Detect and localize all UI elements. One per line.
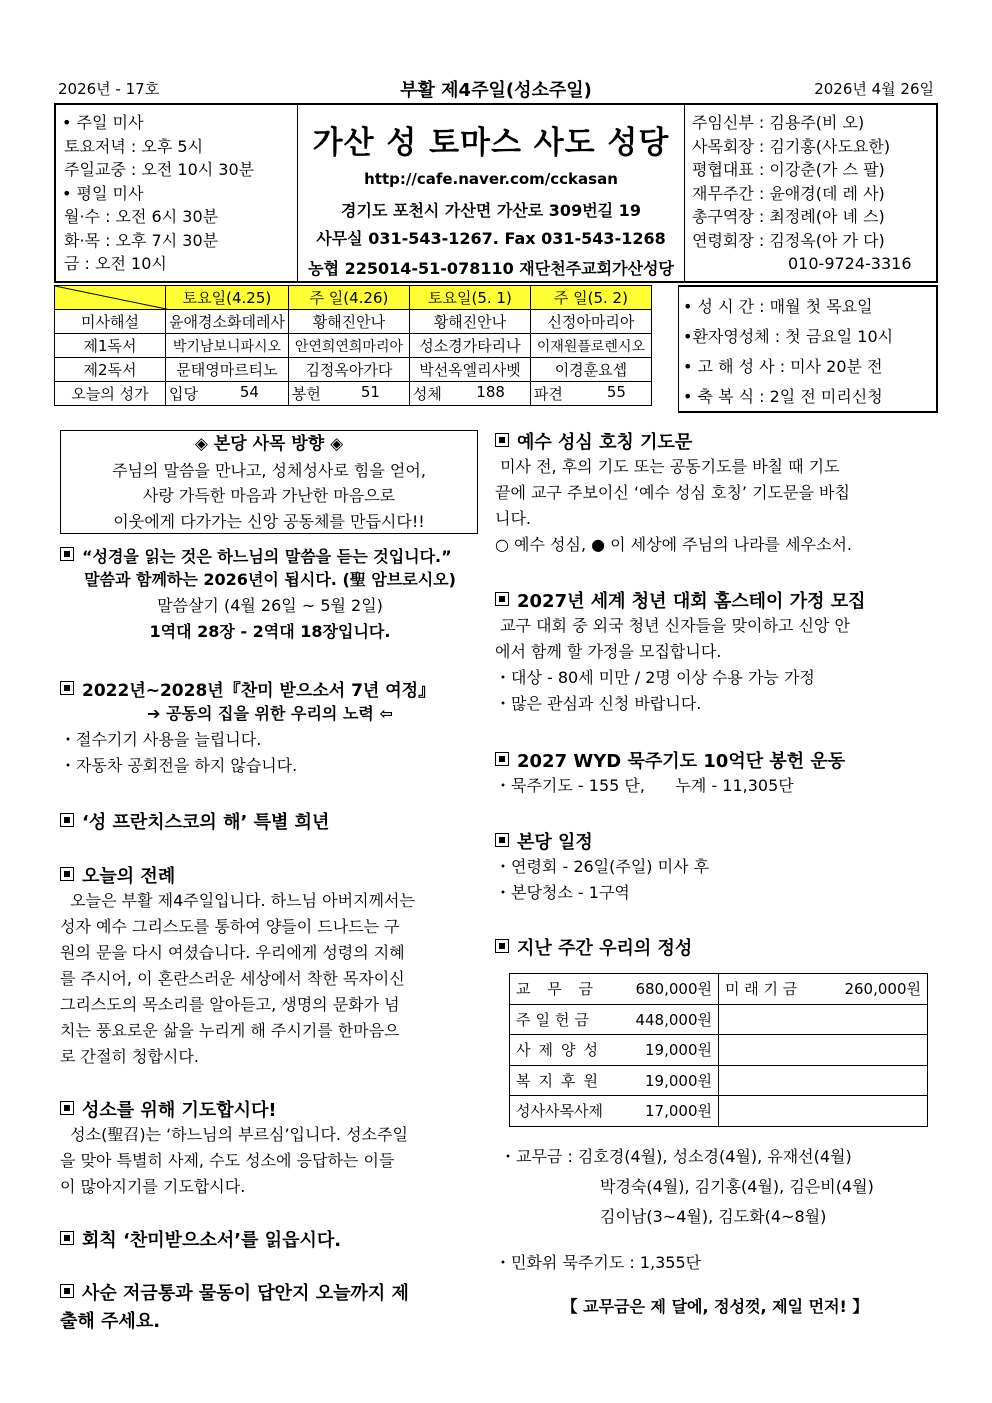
offering-title: 지난 주간 우리의 정성 <box>517 938 693 959</box>
schedule-cell: 이경훈요셉 <box>530 358 651 382</box>
empty-cell <box>719 1004 928 1035</box>
schedule-cell: 박기남보니파시오 <box>166 334 289 358</box>
wyd-section <box>495 747 935 799</box>
parish-bank: 농협 225014-51-078110 재단천주교회가산성당 <box>308 259 674 278</box>
homestay-section <box>495 587 935 717</box>
section-bullet-icon <box>495 833 509 847</box>
rosary-count: ・민화위 묵주기도 : 1,355단 <box>495 1253 702 1272</box>
staff-phone: 010-9724-3316 <box>788 254 912 273</box>
schedule-cell: 박선옥엘리사벳 <box>409 358 530 382</box>
dues-line: 김이남(3~4월), 김도화(4~8월) <box>600 1207 827 1226</box>
staff-item: 주임신부 : 김용주(비 오) <box>692 113 865 132</box>
hymn-cell <box>530 382 651 406</box>
liturgy-line: 그리스도의 목소리를 알아듣고, 생명의 문화가 넘 <box>60 995 400 1014</box>
motto-line: 주님의 말씀을 만나고, 성체성사로 힘을 얻어, <box>112 460 426 480</box>
weekday-mass-title: • 평일 미사 <box>62 183 144 203</box>
schedule-cell: 황해진안나 <box>409 310 530 334</box>
sat-eve-mass: 토요저녁 : 오후 5시 <box>64 136 204 156</box>
staff-item: 연령회장 : 김정옥(아 가 다) <box>692 230 885 250</box>
laudato-section <box>60 676 480 779</box>
hymn-name: 봉헌 <box>291 385 321 403</box>
bible-line: 말씀살기 (4월 26일 ~ 5월 2일) <box>157 596 383 615</box>
offering-amount: 19,000원 <box>645 1041 712 1060</box>
parish-phone: 사무실 031-543-1267. Fax 031-543-1268 <box>316 229 666 248</box>
schedule-cell: 황해진안나 <box>288 310 409 334</box>
liturgy-schedule-table <box>54 285 652 406</box>
table-row <box>510 1035 928 1066</box>
staff-item: 재무주간 : 윤애경(데 레 사) <box>692 183 885 203</box>
section-bullet-icon <box>495 939 509 953</box>
lent-section <box>60 1280 482 1336</box>
offering-cell <box>510 1065 719 1096</box>
offering-amount: 680,000원 <box>635 980 712 999</box>
schedule-cell: 신정아마리아 <box>530 310 651 334</box>
parish-address: 경기도 포천시 가산면 가산로 309번길 19 <box>341 201 641 220</box>
section-bullet-icon <box>60 867 74 881</box>
laudato-title: 2022년~2028년『찬미 받으소서 7년 여정』 <box>82 681 436 701</box>
info-item: • 성 시 간 : 매월 첫 목요일 <box>683 297 873 316</box>
section-bullet-icon <box>495 752 509 766</box>
section-bullet-icon <box>495 592 509 606</box>
event-item: ・본당청소 - 1구역 <box>495 883 630 902</box>
parish-name: 가산 성 토마스 사도 성당 <box>312 125 670 161</box>
bulletin-header <box>54 76 938 102</box>
liturgy-section <box>60 862 482 1070</box>
events-title: 본당 일정 <box>517 832 593 853</box>
dues-line: ・교무금 : 김호경(4월), 성소경(4월), 유재선(4월) <box>500 1147 852 1166</box>
offering-cell <box>510 1035 719 1066</box>
event-item: ・연령회 - 26일(주일) 미사 후 <box>495 857 710 876</box>
schedule-cell: 이재원플로렌시오 <box>530 334 651 358</box>
homestay-title: 2027년 세계 청년 대회 홈스테이 가정 모집 <box>517 591 866 612</box>
parish-identity <box>298 105 685 281</box>
info-item: •환자영성체 : 첫 금요일 10시 <box>683 327 894 346</box>
offering-cell <box>510 1004 719 1035</box>
vocation-line: 성소(聖召)는 ‘하느님의 부르심’입니다. 성소주일 <box>60 1125 408 1144</box>
hymn-number: 188 <box>476 383 505 401</box>
sacred-heart-section <box>495 428 935 558</box>
motto-title: ◈ 본당 사목 방향 ◈ <box>194 434 344 454</box>
liturgy-line: 로 간절히 청합시다. <box>60 1047 199 1066</box>
liturgy-line: 원의 문을 다시 여셨습니다. 우리에게 성령의 지혜 <box>60 943 405 962</box>
offering-label: 주일헌금 <box>516 1010 594 1029</box>
section-bullet-icon <box>60 1284 74 1298</box>
sacred-heart-line: 끝에 교구 주보이신 ‘예수 성심 호칭’ 기도문을 바칩 <box>495 483 850 502</box>
homestay-line: 교구 대회 중 외국 청년 신자들을 맞이하고 신앙 안 <box>495 616 850 635</box>
pastoral-direction-box <box>60 430 478 534</box>
section-bullet-icon <box>60 1101 74 1115</box>
liturgy-line: 오늘은 부활 제4주일입니다. 하느님 아버지께서는 <box>60 891 415 910</box>
events-section <box>495 828 935 906</box>
info-item: • 고 해 성 사 : 미사 20분 전 <box>683 357 883 376</box>
hymn-number: 54 <box>239 383 259 401</box>
dues-slogan: 【 교무금은 제 달에, 정성껏, 제일 먼저! 】 <box>561 1297 869 1316</box>
empty-cell <box>719 1035 928 1066</box>
vocation-title: 성소를 위해 기도합시다! <box>82 1100 277 1121</box>
schedule-header: 주 일(4.26) <box>288 286 409 310</box>
section-bullet-icon <box>60 813 74 827</box>
bible-line: 1역대 28장 - 2역대 18장입니다. <box>149 622 391 641</box>
empty-cell <box>719 1065 928 1096</box>
diagonal-header-cell <box>55 286 166 310</box>
schedule-header: 토요일(4.25) <box>166 286 289 310</box>
offering-amount: 19,000원 <box>645 1071 712 1090</box>
hymn-cell <box>288 382 409 406</box>
schedule-cell: 김정옥아가다 <box>288 358 409 382</box>
offering-table <box>509 973 928 1127</box>
bulletin-title: 부활 제4주일(성소주일) <box>400 80 592 101</box>
laudato-subtitle: ➔ 공동의 집을 위한 우리의 노력 ⇦ <box>147 704 393 723</box>
future-fund-cell <box>719 974 928 1005</box>
parish-info-box <box>54 103 938 283</box>
encyclical-title: 회칙 ‘찬미받으소서’를 읽읍시다. <box>82 1230 342 1251</box>
staff-item: 사목회장 : 김기홍(사도요한) <box>692 136 891 156</box>
table-row <box>55 310 652 334</box>
dues-line: 박경숙(4월), 김기홍(4월), 김은비(4월) <box>600 1177 874 1196</box>
hymn-name: 파견 <box>533 385 563 403</box>
bible-line: 말씀과 함께하는 2026년이 됩시다. (聖 암브로시오) <box>84 570 456 589</box>
fri-mass: 금 : 오전 10시 <box>64 254 167 273</box>
encyclical-section <box>60 1226 480 1252</box>
offering-cell <box>510 1096 719 1127</box>
hymn-cell <box>166 382 289 406</box>
sunday-main-mass: 주일교중 : 오전 10시 30분 <box>64 160 255 179</box>
row-label: 오늘의 성가 <box>55 382 166 406</box>
offering-amount: 448,000원 <box>635 1010 712 1029</box>
lent-title-cont: 출해 주세요. <box>60 1311 161 1332</box>
liturgy-line: 를 주시어, 이 혼란스러운 세상에서 착한 목자이신 <box>60 969 405 988</box>
vocation-section <box>60 1096 482 1200</box>
vocation-line: 이 많아지기를 기도합시다. <box>60 1177 246 1196</box>
table-row <box>510 974 928 1005</box>
table-row <box>510 1096 928 1127</box>
schedule-header: 주 일(5. 2) <box>530 286 651 310</box>
sacred-heart-title: 예수 성심 호칭 기도문 <box>517 432 693 453</box>
table-row <box>55 334 652 358</box>
schedule-header: 토요일(5. 1) <box>409 286 530 310</box>
homestay-item: ・대상 - 80세 미만 / 2명 이상 수용 가능 가정 <box>495 668 815 687</box>
bible-section <box>60 544 480 645</box>
offering-label: 성사사목사제 <box>516 1102 603 1121</box>
offering-label: 교 무 금 <box>516 980 600 999</box>
sacred-heart-invocation: ○ 예수 성심, ● 이 세상에 주님의 나라를 세우소서. <box>495 535 852 554</box>
wyd-title: 2027 WYD 묵주기도 10억단 봉헌 운동 <box>517 751 846 772</box>
future-fund-label: 미 래 기 금 <box>725 980 798 999</box>
motto-line: 사랑 가득한 마음과 가난한 마음으로 <box>142 486 396 505</box>
table-row <box>510 1065 928 1096</box>
homestay-line: 에서 함께 할 가정을 모집합니다. <box>495 642 722 661</box>
mon-wed-mass: 월·수 : 오전 6시 30분 <box>64 207 219 226</box>
table-row <box>55 382 652 406</box>
homestay-item: ・많은 관심과 신청 바랍니다. <box>495 694 702 713</box>
tue-thu-mass: 화·목 : 오후 7시 30분 <box>64 230 219 250</box>
liturgy-line: 치는 풍요로운 삶을 누리게 해 주시기를 한마음으 <box>60 1021 400 1040</box>
laudato-item: ・자동차 공회전을 하지 않습니다. <box>60 756 298 775</box>
bible-title: “성경을 읽는 것은 하느님의 말씀을 듣는 것입니다.” <box>82 547 452 566</box>
offering-label: 사제양성 <box>516 1041 606 1060</box>
liturgy-line: 성자 예수 그리스도를 통하여 양들이 드나드는 구 <box>60 917 400 936</box>
wyd-item: ・묵주기도 - 155 단, 누계 - 11,305단 <box>495 776 794 795</box>
hymn-name: 입당 <box>169 385 198 403</box>
lent-title: 사순 저금통과 물동이 답안지 오늘까지 제 <box>82 1283 409 1304</box>
dues-section <box>500 1142 940 1232</box>
future-fund-amount: 260,000원 <box>844 980 921 999</box>
vocation-line: 을 맞아 특별히 사제, 수도 성소에 응답하는 이들 <box>60 1151 395 1170</box>
empty-cell <box>719 1096 928 1127</box>
table-row <box>55 358 652 382</box>
staff-item: 평협대표 : 이강춘(가 스 팔) <box>692 160 885 179</box>
hymn-number: 55 <box>606 383 626 401</box>
sacred-heart-line: 미사 전, 후의 기도 또는 공동기도를 바칠 때 기도 <box>495 457 840 476</box>
row-label: 제1독서 <box>55 334 166 358</box>
info-item: • 축 복 식 : 2일 전 미리신청 <box>683 387 883 406</box>
staff-list <box>684 105 936 281</box>
offering-amount: 17,000원 <box>645 1102 712 1121</box>
offering-cell <box>510 974 719 1005</box>
staff-item: 총구역장 : 최정례(아 녜 스) <box>692 207 885 226</box>
schedule-cell: 문태영마르티노 <box>166 358 289 382</box>
liturgy-title: 오늘의 전례 <box>82 866 176 887</box>
sacrament-info <box>678 285 938 413</box>
offering-label: 복지후원 <box>516 1071 606 1090</box>
schedule-cell: 안연희연희마리아 <box>288 334 409 358</box>
offering-section <box>495 934 935 960</box>
hymn-cell <box>409 382 530 406</box>
hymn-number: 51 <box>360 383 380 401</box>
row-label: 미사해설 <box>55 310 166 334</box>
section-bullet-icon <box>60 547 74 561</box>
mass-times <box>56 105 298 281</box>
parish-url[interactable]: http://cafe.naver.com/cckasan <box>364 170 618 188</box>
sacred-heart-line: 니다. <box>495 509 531 528</box>
section-bullet-icon <box>60 1231 74 1245</box>
schedule-cell: 성소경가타리나 <box>409 334 530 358</box>
motto-line: 이웃에게 다가가는 신앙 공동체를 만듭시다!! <box>113 511 425 531</box>
francis-title: ‘성 프란치스코의 해’ 특별 희년 <box>82 812 330 833</box>
issue-number: 2026년 - 17호 <box>58 80 160 98</box>
diagonal-line <box>55 286 171 310</box>
sunday-mass-title: • 주일 미사 <box>62 113 144 132</box>
table-row <box>510 1004 928 1035</box>
section-bullet-icon <box>60 681 74 695</box>
bulletin-date: 2026년 4월 26일 <box>814 80 934 98</box>
row-label: 제2독서 <box>55 358 166 382</box>
laudato-item: ・절수기기 사용을 늘립니다. <box>60 730 262 749</box>
schedule-cell: 윤애경소화데레사 <box>166 310 289 334</box>
hymn-name: 성체 <box>412 385 442 403</box>
section-bullet-icon <box>495 433 509 447</box>
francis-section <box>60 808 480 834</box>
